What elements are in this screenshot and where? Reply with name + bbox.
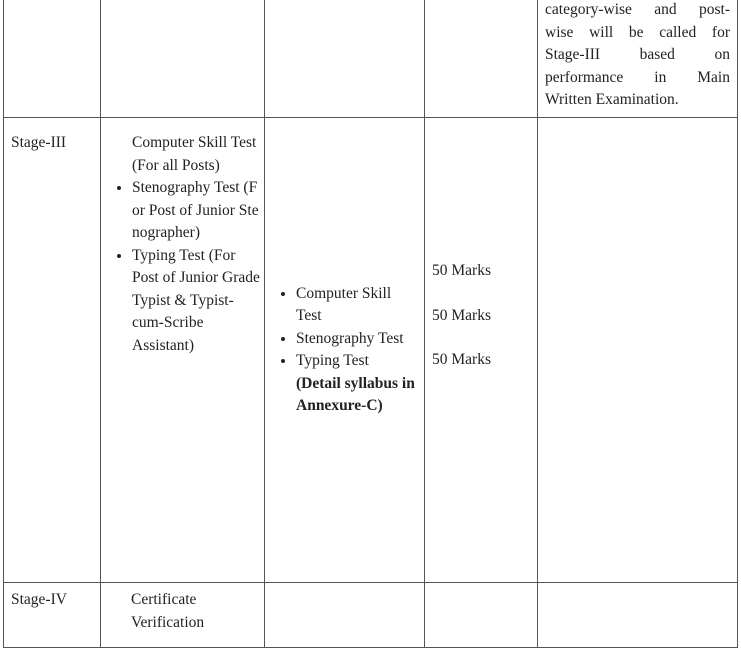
syllabus-note: (Detail syllabus in Annexure-C) — [296, 374, 415, 414]
remarks-line: Stage-III based on — [545, 46, 730, 63]
marks-value: 50 Marks — [432, 262, 491, 280]
marks-value: 50 Marks — [432, 306, 491, 324]
test-item: • Stenography Test (For Post of Junior Stenographer) — [132, 177, 262, 245]
remarks-line: wise will be called for — [545, 23, 730, 41]
marks-value: 50 Marks — [432, 351, 491, 369]
marks-cell — [425, 118, 538, 583]
remarks-cell — [538, 0, 738, 118]
test-item: Computer Skill Test (For all Posts) — [132, 134, 257, 174]
test-cell: Certificate Verification — [101, 583, 265, 648]
subject-item: • Stenography Test — [296, 328, 417, 351]
exam-stages-table — [3, 0, 738, 648]
subject-item: • Computer Skill Test — [296, 283, 417, 328]
remarks-line: Written Examination. — [545, 91, 679, 108]
stage-cell: Stage-III — [4, 118, 101, 583]
tests-cell — [101, 118, 265, 583]
test-item: • Typing Test (For Post of Junior Grade Typist & Typist-cum-Scribe Assistant) — [132, 245, 262, 358]
remarks-line: performance in Main — [545, 68, 730, 86]
remarks-line: category-wise and post- — [545, 1, 730, 18]
subject-item: • Typing Test (Detail syllabus in Annexure-C) — [296, 350, 417, 418]
table-row — [4, 118, 738, 583]
subjects-cell — [265, 118, 425, 583]
stage-cell: Stage-IV — [4, 583, 101, 648]
table-row — [4, 583, 738, 648]
table-row — [4, 0, 738, 118]
